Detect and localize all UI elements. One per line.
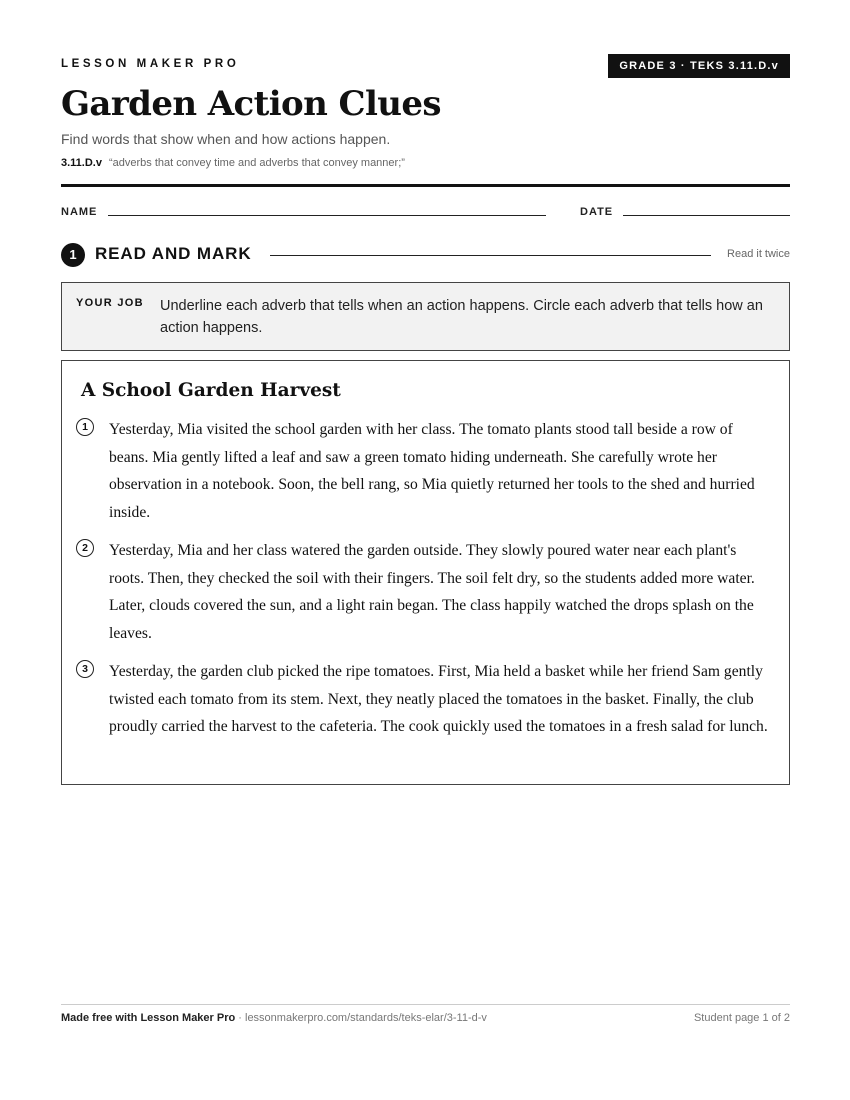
brand-name: LESSON MAKER PRO [61,58,240,70]
date-field[interactable] [623,215,790,216]
worksheet-page [61,0,790,1100]
paragraph-number: 2 [76,539,94,557]
paragraph-number: 1 [76,418,94,436]
standard-text: “adverbs that convey time and adverbs that convey manner;” [108,157,405,169]
section-number-badge: 1 [61,243,85,267]
section-note: Read it twice [727,248,790,260]
page-title: Garden Action Clues [61,84,441,124]
paragraph-text: Yesterday, the garden club picked the ripe tomatoes. First, Mia held a basket while her friend Sam gently twisted each tomato from its stem. Next, they neatly placed the tomatoes in the basket. Finally, the club proudly carried the harvest to the cafeteria. The cook quickly used the tomatoes in a fresh salad for lunch. [109,663,768,735]
paragraph-number: 3 [76,660,94,678]
section-divider [270,255,711,256]
name-field[interactable] [108,215,546,216]
reading-passage [61,360,790,785]
paragraph-text: Yesterday, Mia visited the school garden with her class. The tomato plants stood tall beside a row of beans. Mia gently lifted a leaf and saw a green tomato hiding underneath. She carefully wrote her observation in a notebook. Soon, the bell rang, so Mia quietly returned her tools to the shed and hurried inside. [109,421,755,521]
grade-standard-badge: GRADE 3 · TEKS 3.11.D.v [608,54,790,78]
page-subtitle: Find words that show when and how actions happen. [61,131,391,147]
date-label: DATE [580,206,614,218]
instructions-label: YOUR JOB [76,297,144,309]
passage-title: A School Garden Harvest [81,380,341,401]
standard-code: 3.11.D.v [61,157,102,169]
header-divider [61,184,790,187]
section-header [61,243,790,267]
section-title: READ AND MARK [95,244,252,263]
instructions-box [61,282,790,351]
footer-credit [61,1012,487,1024]
footer-divider [61,1004,790,1005]
standard-reference [61,157,405,169]
instructions-text: Underline each adverb that tells when an action happens. Circle each adverb that tells how an action happens. [160,298,763,336]
footer-page-number: Student page 1 of 2 [693,1012,790,1024]
name-label: NAME [61,206,98,218]
footer-url[interactable]: · lessonmakerpro.com/standards/teks-elar/3-11-d-v [238,1012,487,1024]
paragraph-text: Yesterday, Mia and her class watered the garden outside. They slowly poured water near each plant's roots. Then, they checked the soil with their fingers. The soil felt dry, so the students added more water. Later, clouds covered the sun, and a light rain began. The class happily watched the drops splash on the leaves. [109,542,755,642]
footer-made-with: Made free with Lesson Maker Pro [61,1012,236,1024]
